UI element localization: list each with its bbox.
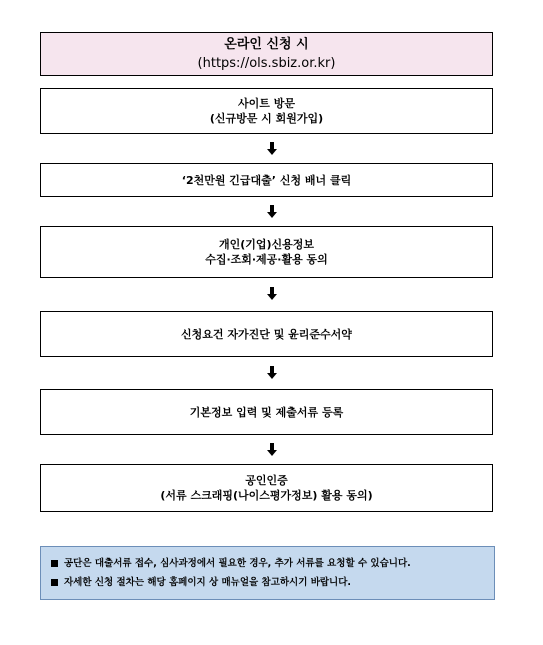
down-arrow-icon (0, 442, 543, 458)
step-line1: 공인인증 (245, 474, 288, 487)
notice-box (40, 546, 495, 600)
black-square-bullet-icon (51, 560, 58, 567)
header-url: (https://ols.sbiz.or.kr) (197, 56, 336, 71)
step-line2: (서류 스크래핑(나이스평가정보) 활용 동의) (160, 489, 373, 502)
header-box (40, 32, 493, 76)
step-click-banner (40, 163, 493, 197)
notice-item (51, 573, 484, 592)
step-line1: 사이트 방문 (238, 97, 295, 110)
step-credit-consent (40, 226, 493, 278)
notice-text: 공단은 대출서류 접수, 심사과정에서 필요한 경우, 추가 서류를 요청할 수 있습니다. (64, 558, 411, 569)
step-line1: ‘2천만원 긴급대출’ 신청 배너 클릭 (181, 173, 352, 187)
step-line1: 개인(기업)신용정보 (218, 238, 315, 251)
notice-item (51, 554, 484, 573)
step-line1: 신청요건 자가진단 및 윤리준수서약 (181, 327, 352, 341)
black-square-bullet-icon (51, 579, 58, 586)
down-arrow-icon (0, 286, 543, 302)
step-self-check (40, 311, 493, 357)
down-arrow-icon (0, 141, 543, 157)
step-basic-info (40, 389, 493, 435)
notice-text: 자세한 신청 절차는 해당 홈페이지 상 매뉴얼을 참고하시기 바랍니다. (64, 577, 352, 588)
header-title: 온라인 신청 시 (224, 37, 309, 52)
down-arrow-icon (0, 365, 543, 381)
step-visit-site (40, 88, 493, 134)
step-line2: (신규방문 시 회원가입) (209, 112, 324, 125)
down-arrow-icon (0, 204, 543, 220)
step-line1: 기본정보 입력 및 제출서류 등록 (189, 405, 344, 419)
step-certificate (40, 464, 493, 512)
step-line2: 수집·조회·제공·활용 동의 (205, 253, 328, 266)
